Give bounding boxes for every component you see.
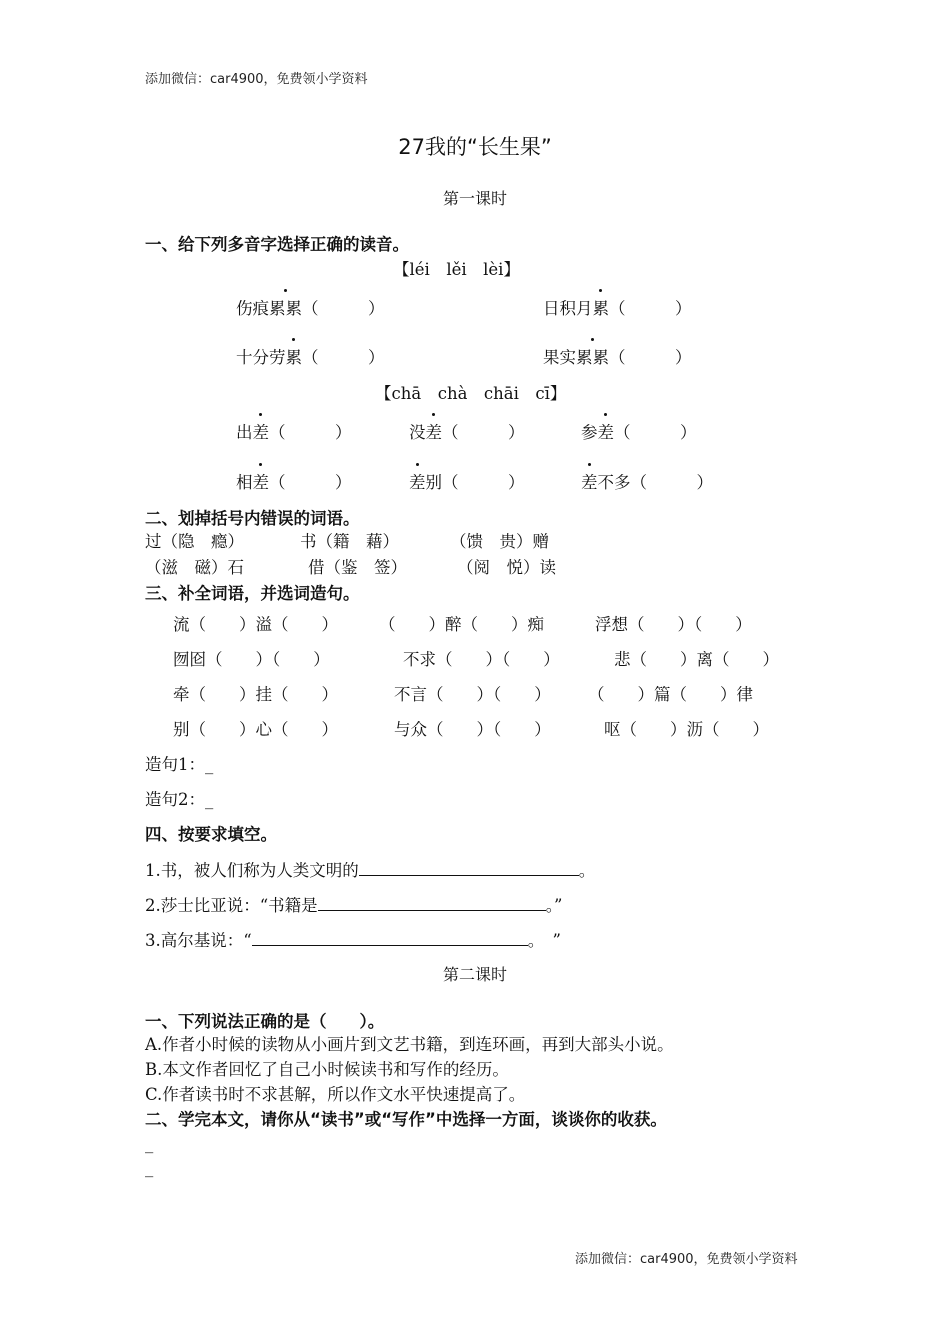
l2-q1-heading: 一、下列说法正确的是（ ）。 — [145, 1012, 385, 1031]
q3-r1-c1: 流（ ）溢（ ） — [173, 615, 338, 634]
l2-q1-option-a: A.作者小时候的读物从小画片到文艺书籍，到连环画，再到大部头小说。 — [145, 1035, 674, 1054]
dotted-char: 差 — [253, 419, 270, 443]
dotted-char: 差 — [581, 469, 598, 493]
q2-r1-c3: （馈 贵）赠 — [450, 532, 549, 551]
q4-item-2: 2.莎士比亚说：“书籍是 。” — [145, 896, 563, 915]
q1-item-cha-2: 没差（ ） — [409, 419, 525, 443]
q1-item-lei-4: 果实累累（ ） — [543, 344, 692, 368]
q4-item-3: 3.高尔基说：“ 。 ” — [145, 931, 561, 950]
q1-item-lei-2: 日积月累（ ） — [543, 295, 692, 319]
q1-item-lei-3: 十分劳累（ ） — [236, 344, 385, 368]
q1-item-cha-4: 相差（ ） — [236, 469, 352, 493]
l2-q1-option-c: C.作者读书时不求甚解，所以作文水平快速提高了。 — [145, 1085, 526, 1104]
dotted-char: 差 — [253, 469, 270, 493]
q3-sentence-1: 造句1：_ — [145, 755, 214, 774]
q4-item-1: 1.书，被人们称为人类文明的 。 — [145, 861, 596, 880]
header-note: 添加微信：car4900，免费领小学资料 — [145, 72, 368, 87]
l2-q1-option-b: B.本文作者回忆了自己小时候读书和写作的经历。 — [145, 1060, 509, 1079]
dotted-char: 累 — [286, 344, 303, 368]
q1-item-cha-5: 差别（ ） — [409, 469, 525, 493]
dotted-char: 累累 — [269, 295, 302, 319]
lesson-2-heading: 第二课时 — [442, 965, 507, 984]
q3-r4-c1: 别（ ）心（ ） — [173, 720, 338, 739]
q2-r2-c3: （阅 悦）读 — [457, 558, 556, 577]
q1-item-cha-6: 差不多（ ） — [581, 469, 713, 493]
q2-r1-c1: 过（隐 瘾） — [145, 532, 244, 551]
q1-item-lei-1: 伤痕累累（ ） — [236, 295, 385, 319]
q3-r3-c3: （ ）篇（ ）律 — [588, 685, 753, 704]
l2-q2-answer-line-2: _ — [145, 1158, 154, 1177]
dotted-char: 差 — [409, 469, 426, 493]
q3-sentence-2: 造句2：_ — [145, 790, 214, 809]
dotted-char: 差 — [598, 419, 615, 443]
q3-r3-c2: 不言（ ）（ ） — [394, 685, 551, 704]
dotted-char: 累累 — [576, 344, 609, 368]
q3-heading: 三、补全词语，并选词造句。 — [145, 584, 360, 603]
answer-underline — [359, 862, 579, 876]
q3-r4-c3: 呕（ ）沥（ ） — [604, 720, 769, 739]
q2-r2-c1: （滋 磁）石 — [145, 558, 244, 577]
q1-item-cha-1: 出差（ ） — [236, 419, 352, 443]
q1-pinyin-lei: 【léi lěi lèi】 — [393, 260, 520, 279]
q3-r2-c2: 不求（ ）（ ） — [403, 650, 560, 669]
q4-heading: 四、按要求填空。 — [145, 825, 277, 844]
l2-q2-answer-line-1: _ — [145, 1134, 154, 1153]
footer-note: 添加微信：car4900，免费领小学资料 — [575, 1252, 798, 1267]
dotted-char: 差 — [426, 419, 443, 443]
l2-q2-heading: 二、学完本文，请你从“读书”或“写作”中选择一方面，谈谈你的收获。 — [145, 1110, 667, 1129]
dotted-char: 累 — [593, 295, 610, 319]
q3-r2-c3: 悲（ ）离（ ） — [614, 650, 779, 669]
q2-r1-c2: 书（籍 藉） — [300, 532, 399, 551]
answer-underline — [318, 897, 546, 911]
q1-item-cha-3: 参差（ ） — [581, 419, 697, 443]
q3-r1-c2: （ ）醉（ ）痴 — [379, 615, 544, 634]
q3-r2-c1: 囫囵（ ）（ ） — [173, 650, 330, 669]
q1-pinyin-cha: 【chā chà chāi cī】 — [375, 384, 567, 403]
answer-underline — [252, 932, 528, 946]
q3-r3-c1: 牵（ ）挂（ ） — [173, 685, 338, 704]
q1-heading: 一、给下列多音字选择正确的读音。 — [145, 235, 409, 254]
q3-r4-c2: 与众（ ）（ ） — [394, 720, 551, 739]
q2-heading: 二、划掉括号内错误的词语。 — [145, 509, 360, 528]
q3-r1-c3: 浮想（ ）（ ） — [595, 615, 752, 634]
lesson-1-heading: 第一课时 — [442, 189, 507, 208]
page-title: 27我的“长生果” — [398, 135, 552, 159]
q2-r2-c2: 借（鉴 签） — [308, 558, 407, 577]
